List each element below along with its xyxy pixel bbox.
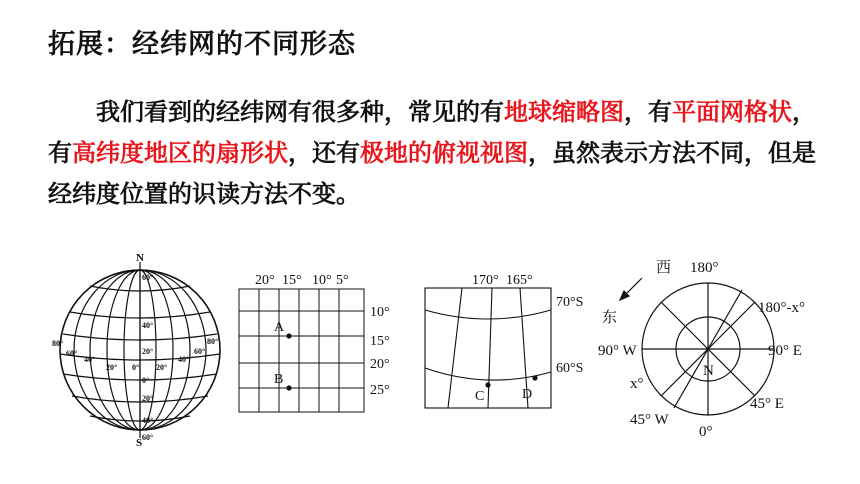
polar-lower-right-label: 45° E xyxy=(750,396,784,412)
grid-figure xyxy=(236,268,401,418)
grid-top-label: 10° xyxy=(312,273,332,288)
para-text-3: ，有 xyxy=(48,98,816,167)
globe-lat-label: 0° xyxy=(142,376,150,385)
para-text-2: ，有 xyxy=(624,98,672,126)
globe-lon-label: 40° xyxy=(84,355,96,364)
polar-bottom-label: 0° xyxy=(699,424,713,440)
globe-lon-label: 20° xyxy=(156,363,168,372)
highlight-grid: 平面网格状 xyxy=(672,98,792,126)
globe-lon-label: 60° xyxy=(194,347,206,356)
grid-right-label: 10° xyxy=(370,305,390,320)
fan-lat-top: 70°S xyxy=(556,295,584,310)
globe-lon-label: 40° xyxy=(178,355,190,364)
fan-point-d: D xyxy=(522,387,533,402)
polar-center-label: N xyxy=(703,363,714,379)
polar-right-label: 90° E xyxy=(768,343,802,359)
intro-paragraph xyxy=(48,92,818,215)
highlight-fan: 高纬度地区的扇形状 xyxy=(72,139,288,167)
globe-lon-label: 80° xyxy=(207,337,219,346)
grid-point-b: B xyxy=(274,372,284,387)
slide-title: 拓展：经纬网的不同形态 xyxy=(48,29,356,60)
para-text-1: 我们看到的经纬网有很多种，常见的有 xyxy=(96,98,504,126)
fan-top-label: 165° xyxy=(506,273,533,288)
fan-point-c: C xyxy=(475,389,485,404)
globe-lon-label: 60° xyxy=(66,349,78,358)
fan-top-label: 170° xyxy=(472,273,499,288)
polar-lower-left-label: 45° W xyxy=(630,412,669,428)
fan-lat-bottom: 60°S xyxy=(556,361,584,376)
polar-left-label: 90° W xyxy=(598,343,637,359)
globe-north-label: N xyxy=(136,252,144,264)
grid-right-label: 20° xyxy=(370,357,390,372)
globe-lat-label: 40° xyxy=(142,416,154,425)
para-text-5: ，虽然表示方法不同，但是经纬度位置的识读方法不变。 xyxy=(48,139,816,208)
polar-west-label: 西 xyxy=(656,260,672,276)
grid-right-label: 15° xyxy=(370,334,390,349)
grid-right-label: 25° xyxy=(370,383,390,398)
globe-lon-label: 0° xyxy=(132,363,140,372)
highlight-polar: 极地的俯视视图 xyxy=(360,139,528,167)
globe-lat-label: 60° xyxy=(142,273,154,282)
grid-top-label: 15° xyxy=(282,273,302,288)
polar-x-label: x° xyxy=(630,376,644,392)
polar-upper-right-label: 180°-x° xyxy=(758,300,805,316)
fan-figure xyxy=(420,268,600,416)
highlight-globe: 地球缩略图 xyxy=(504,98,624,126)
grid-top-label: 5° xyxy=(336,273,349,288)
globe-lon-label: 80° xyxy=(52,339,64,348)
globe-lat-label: 20° xyxy=(142,394,154,403)
grid-point-a: A xyxy=(274,320,285,335)
polar-figure xyxy=(596,256,828,442)
globe-south-label: S xyxy=(136,437,143,446)
para-text-4: ，还有 xyxy=(288,139,360,167)
globe-lat-label: 60° xyxy=(142,433,154,442)
polar-top-label: 180° xyxy=(690,260,719,276)
globe-lon-label: 20° xyxy=(106,363,118,372)
globe-lat-label: 40° xyxy=(142,321,154,330)
globe-figure xyxy=(52,250,232,446)
polar-east-label: 东 xyxy=(602,310,618,326)
globe-lat-label: 20° xyxy=(142,347,154,356)
grid-top-label: 20° xyxy=(255,273,275,288)
